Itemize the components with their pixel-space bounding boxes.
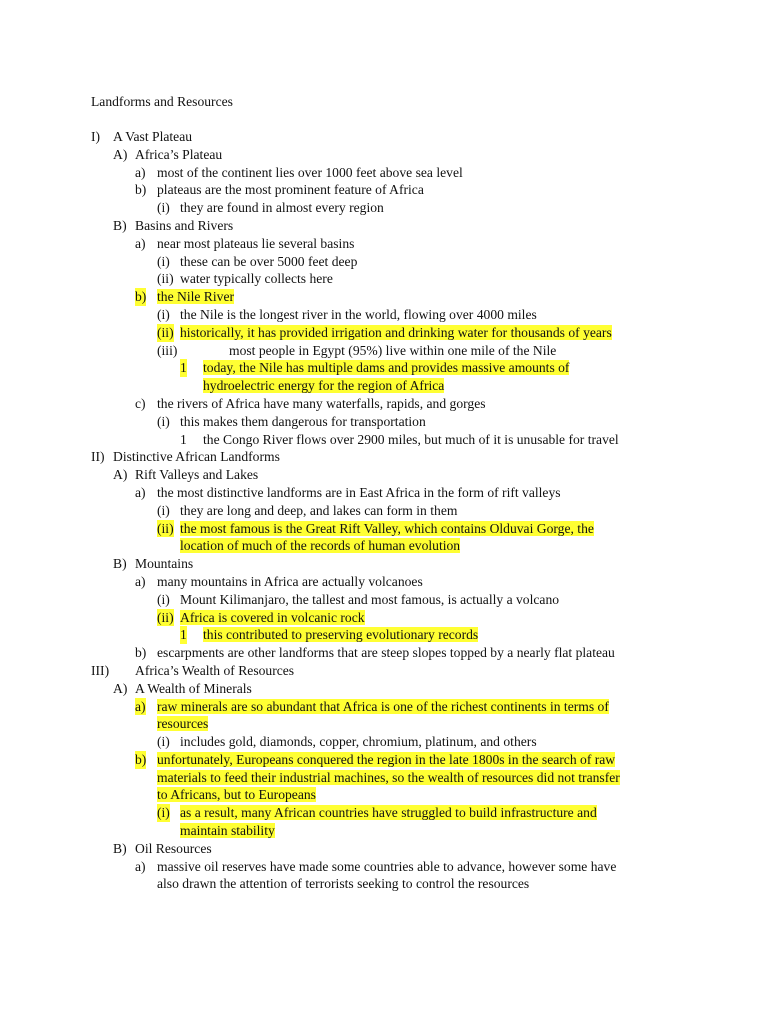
outline-text: Africa is covered in volcanic rock	[180, 609, 365, 625]
outline-marker: A)	[113, 467, 128, 483]
outline-text: these can be over 5000 feet deep	[180, 253, 358, 269]
outline-item	[0, 199, 768, 217]
outline-marker: (ii)	[157, 271, 174, 287]
outline-item	[0, 573, 768, 591]
outline-text: today, the Nile has multiple dams and provides massive amounts of	[203, 360, 570, 376]
outline-marker: B)	[113, 840, 127, 856]
outline-text: Basins and Rivers	[135, 217, 234, 233]
outline-text: this makes them dangerous for transportation	[180, 413, 426, 429]
outline-marker: b)	[135, 751, 147, 767]
outline-text: massive oil reserves have made some countries able to advance, however some have	[157, 858, 617, 874]
outline-text-continued: resources	[157, 716, 209, 732]
outline-marker: a)	[135, 484, 146, 500]
outline-text: A Vast Plateau	[113, 129, 193, 144]
outline-text: the Nile River	[157, 289, 235, 305]
outline-marker: (i)	[157, 805, 170, 821]
outline-marker: 1	[180, 360, 187, 376]
outline-text: A Wealth of Minerals	[135, 680, 252, 696]
outline-text: most of the continent lies over 1000 feet above sea level	[157, 164, 463, 180]
outline-marker: (i)	[157, 413, 170, 429]
outline-text: this contributed to preserving evolutionary records	[203, 627, 479, 643]
outline-item	[0, 128, 768, 146]
outline-item	[0, 270, 768, 288]
outline-marker: (ii)	[157, 520, 174, 536]
outline-item	[0, 164, 768, 182]
outline-marker: a)	[135, 698, 146, 714]
outline-item	[0, 181, 768, 199]
outline-item	[0, 342, 768, 360]
outline-text: water typically collects here	[180, 271, 333, 287]
outline-marker: (iii)	[157, 342, 178, 358]
outline-text: includes gold, diamonds, copper, chromium, platinum, and others	[180, 734, 537, 750]
outline-text: the rivers of Africa have many waterfalls, rapids, and gorges	[157, 395, 486, 411]
outline-text-continued: to Africans, but to Europeans	[157, 787, 316, 803]
outline-text: Mount Kilimanjaro, the tallest and most famous, is actually a volcano	[180, 591, 560, 607]
outline-marker: 1	[180, 431, 187, 447]
outline-item	[0, 662, 768, 680]
outline-item	[0, 306, 768, 324]
outline-item	[0, 520, 768, 556]
outline-item	[0, 609, 768, 627]
outline-item	[0, 324, 768, 342]
outline-item	[0, 235, 768, 253]
outline-list	[0, 128, 768, 893]
outline-marker: (i)	[157, 734, 170, 750]
outline-text: the Nile is the longest river in the world, flowing over 4000 miles	[180, 306, 537, 322]
outline-marker: (i)	[157, 591, 170, 607]
outline-text: Rift Valleys and Lakes	[135, 467, 259, 483]
outline-marker: (ii)	[157, 609, 174, 625]
outline-text: near most plateaus lie several basins	[157, 235, 355, 251]
outline-marker: (i)	[157, 306, 170, 322]
outline-marker: (i)	[157, 502, 170, 518]
outline-marker: 1	[180, 627, 187, 643]
document-title: Landforms and Resources	[91, 94, 233, 109]
outline-item	[0, 359, 768, 395]
outline-item	[0, 840, 768, 858]
outline-text: Africa’s Plateau	[135, 146, 223, 162]
outline-item	[0, 253, 768, 271]
outline-text: raw minerals are so abundant that Africa is one of the richest continents in terms of	[157, 698, 609, 714]
outline-text-continued: materials to feed their industrial machines, so the wealth of resources did not transfer	[157, 769, 620, 785]
outline-marker: B)	[113, 217, 127, 233]
outline-text: as a result, many African countries have struggled to build infrastructure and	[180, 805, 597, 821]
outline-item	[0, 217, 768, 235]
outline-text: the most distinctive landforms are in East Africa in the form of rift valleys	[157, 484, 561, 500]
outline-marker: a)	[135, 164, 146, 180]
outline-item	[0, 484, 768, 502]
outline-item	[0, 146, 768, 164]
outline-item	[0, 413, 768, 431]
outline-text-continued: also drawn the attention of terrorists seeking to control the resources	[157, 876, 530, 892]
outline-marker: (i)	[157, 200, 170, 216]
outline-marker: II)	[91, 449, 105, 465]
outline-item	[0, 591, 768, 609]
outline-text: most people in Egypt (95%) live within one mile of the Nile	[229, 342, 557, 358]
outline-item	[0, 431, 768, 449]
outline-marker: b)	[135, 182, 147, 198]
outline-text-continued: maintain stability	[180, 823, 275, 839]
outline-marker: A)	[113, 680, 128, 696]
outline-item	[0, 804, 768, 840]
outline-marker: I)	[91, 129, 101, 144]
outline-item	[0, 466, 768, 484]
outline-item	[0, 555, 768, 573]
outline-text: many mountains in Africa are actually volcanoes	[157, 573, 423, 589]
outline-text-continued: location of much of the records of human evolution	[180, 538, 461, 554]
outline-item	[0, 698, 768, 734]
outline-marker: (i)	[157, 253, 170, 269]
outline-item	[0, 858, 768, 894]
outline-item	[0, 733, 768, 751]
outline-marker: (ii)	[157, 324, 174, 340]
outline-item	[0, 644, 768, 662]
outline-text: Mountains	[135, 556, 194, 572]
outline-text: unfortunately, Europeans conquered the region in the late 1800s in the search of raw	[157, 751, 616, 767]
outline-marker: b)	[135, 645, 147, 661]
outline-marker: c)	[135, 395, 146, 411]
outline-text: the Congo River flows over 2900 miles, but much of it is unusable for travel	[203, 431, 619, 447]
outline-item	[0, 502, 768, 520]
outline-item	[0, 626, 768, 644]
outline-marker: a)	[135, 858, 146, 874]
outline-marker: b)	[135, 289, 147, 305]
outline-item	[0, 395, 768, 413]
outline-text: they are found in almost every region	[180, 200, 384, 216]
outline-text: plateaus are the most prominent feature of Africa	[157, 182, 424, 198]
outline-marker: a)	[135, 573, 146, 589]
outline-marker: III)	[91, 662, 110, 678]
outline-text: Distinctive African Landforms	[113, 449, 280, 465]
outline-marker: B)	[113, 556, 127, 572]
outline-text: escarpments are other landforms that are steep slopes topped by a nearly flat plateau	[157, 645, 615, 661]
outline-text: the most famous is the Great Rift Valley, which contains Olduvai Gorge, the	[180, 520, 594, 536]
outline-item	[0, 448, 768, 466]
outline-item	[0, 288, 768, 306]
outline-text: Oil Resources	[135, 840, 212, 856]
outline-text: Africa’s Wealth of Resources	[135, 662, 295, 678]
outline-text: they are long and deep, and lakes can form in them	[180, 502, 458, 518]
outline-item	[0, 680, 768, 698]
outline-marker: a)	[135, 235, 146, 251]
outline-marker: A)	[113, 146, 128, 162]
outline-item	[0, 751, 768, 804]
outline-text-continued: hydroelectric energy for the region of Africa	[203, 378, 445, 394]
outline-text: historically, it has provided irrigation and drinking water for thousands of years	[180, 324, 612, 340]
